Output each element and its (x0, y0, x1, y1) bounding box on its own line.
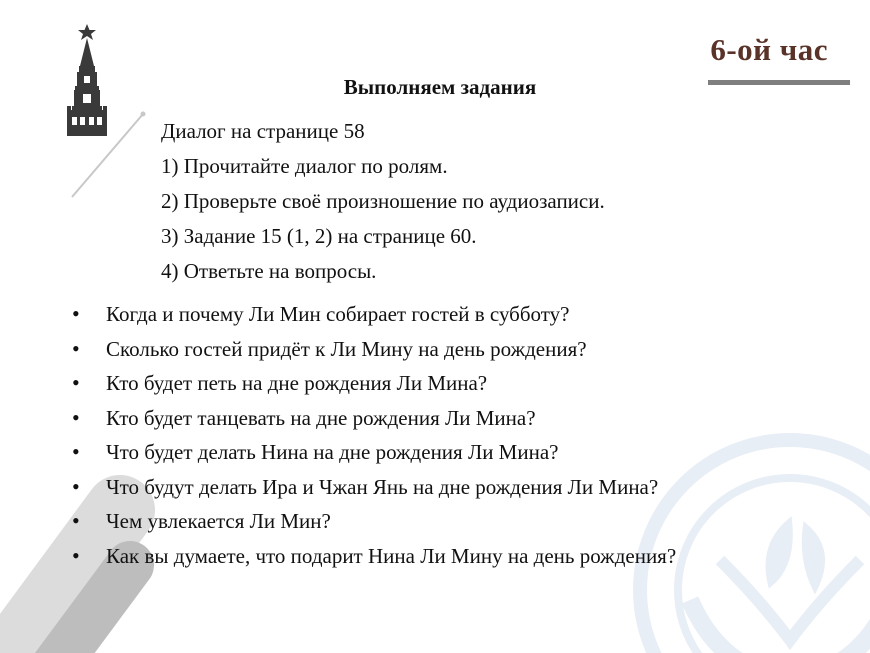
question-text: Кто будет танцевать на дне рождения Ли Мина? (106, 405, 536, 430)
question-text: Кто будет петь на дне рождения Ли Мина? (106, 371, 488, 395)
task-item: 1) Прочитайте диалог по ролям. (161, 154, 448, 178)
bullet-icon: • (72, 542, 80, 568)
task-item: 3) Задание 15 (1, 2) на странице 60. (161, 224, 477, 248)
hour-title: 6-ой час (710, 32, 828, 67)
task-item: 4) Ответьте на вопросы. (161, 259, 377, 283)
question-item (72, 300, 676, 335)
bullet-icon: • (72, 335, 80, 361)
question-text: Как вы думаете, что подарит Нина Ли Мину на день рождения? (106, 543, 677, 568)
question-text: Сколько гостей придёт к Ли Мину на день рождения? (106, 336, 587, 361)
question-item (72, 369, 676, 404)
question-list (72, 300, 676, 576)
task-item: 2) Проверьте своё произношение по аудиозаписи. (161, 189, 605, 213)
bullet-icon: • (72, 508, 80, 533)
question-text: Что будет делать Нина на дне рождения Ли Мина? (106, 440, 559, 464)
question-text: Что будут делать Ира и Чжан Янь на дне рождения Ли Мина? (106, 474, 659, 499)
question-text: Когда и почему Ли Мин собирает гостей в субботу? (106, 302, 570, 326)
bullet-icon: • (72, 370, 80, 395)
bullet-icon: • (72, 404, 80, 430)
question-item (72, 335, 676, 370)
question-item (72, 473, 676, 508)
bullet-icon: • (72, 439, 80, 464)
question-item (72, 438, 676, 473)
question-item (72, 507, 676, 542)
bullet-icon: • (72, 301, 80, 326)
question-item (72, 404, 676, 439)
question-item (72, 542, 676, 577)
slide-heading: Выполняем задания (343, 75, 537, 99)
task-item: Диалог на странице 58 (161, 119, 365, 143)
question-text: Чем увлекается Ли Мин? (106, 509, 331, 533)
task-list (161, 118, 605, 293)
bullet-icon: • (72, 473, 80, 499)
